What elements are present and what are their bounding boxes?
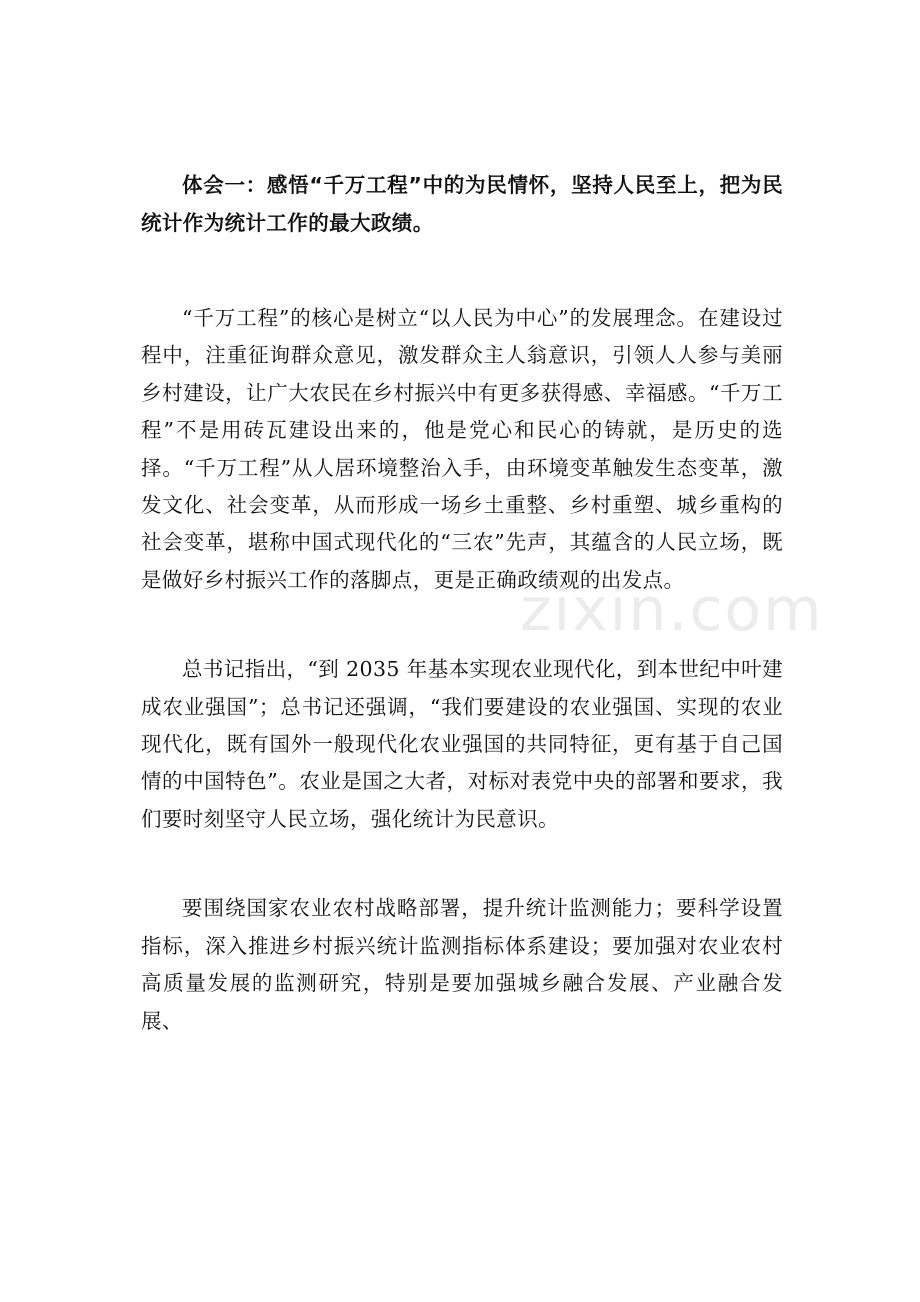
spacer <box>141 838 783 890</box>
paragraph-1: “千万工程”的核心是树立“以人民为中心”的发展理念。在建设过程中，注重征询群众意见，激发群众主人翁意识，引领人人参与美丽乡村建设，让广大农民在乡村振兴中有更多获得感、幸福感。“千万工程”不是用砖瓦建设出来的，他是党心和民心的铸就，是历史的选择。“千万工程”从人居环境整治入手，由环境变革触发生态变革，激发文化、社会变革，从而形成一场乡土重整、乡村重塑、城乡重构的社会变革，堪称中国式现代化的“三农”先声，其蕴含的人民立场，既是做好乡村振兴工作的落脚点，更是正确政绩观的出发点。 <box>141 306 783 592</box>
section-heading: 体会一：感悟“千万工程”中的为民情怀，坚持人民至上，把为民统计作为统计工作的最大政绩。 <box>141 173 783 235</box>
spacer <box>141 599 783 651</box>
paragraph-2: 总书记指出，“到 2035 年基本实现农业现代化，到本世纪中叶建成农业强国”；总书记还强调，“我们要建设的农业强国、实现的农业现代化，既有国外一般现代化农业强国的共同特征，更有基于自己国情的中国特色”。农业是国之大者，对标对表党中央的部署和要求，我们要时刻坚守人民立场，强化统计为民意识。 <box>141 657 783 831</box>
spacer <box>141 242 783 300</box>
document-body <box>141 166 783 1040</box>
paragraph-3: 要围绕国家农业农村战略部署，提升统计监测能力；要科学设置指标，深入推进乡村振兴统计监测指标体系建设；要加强对农业农村高质量发展的监测研究，特别是要加强城乡融合发展、产业融合发展、 <box>141 896 783 1033</box>
watermark-text: zixin.com <box>520 575 824 645</box>
